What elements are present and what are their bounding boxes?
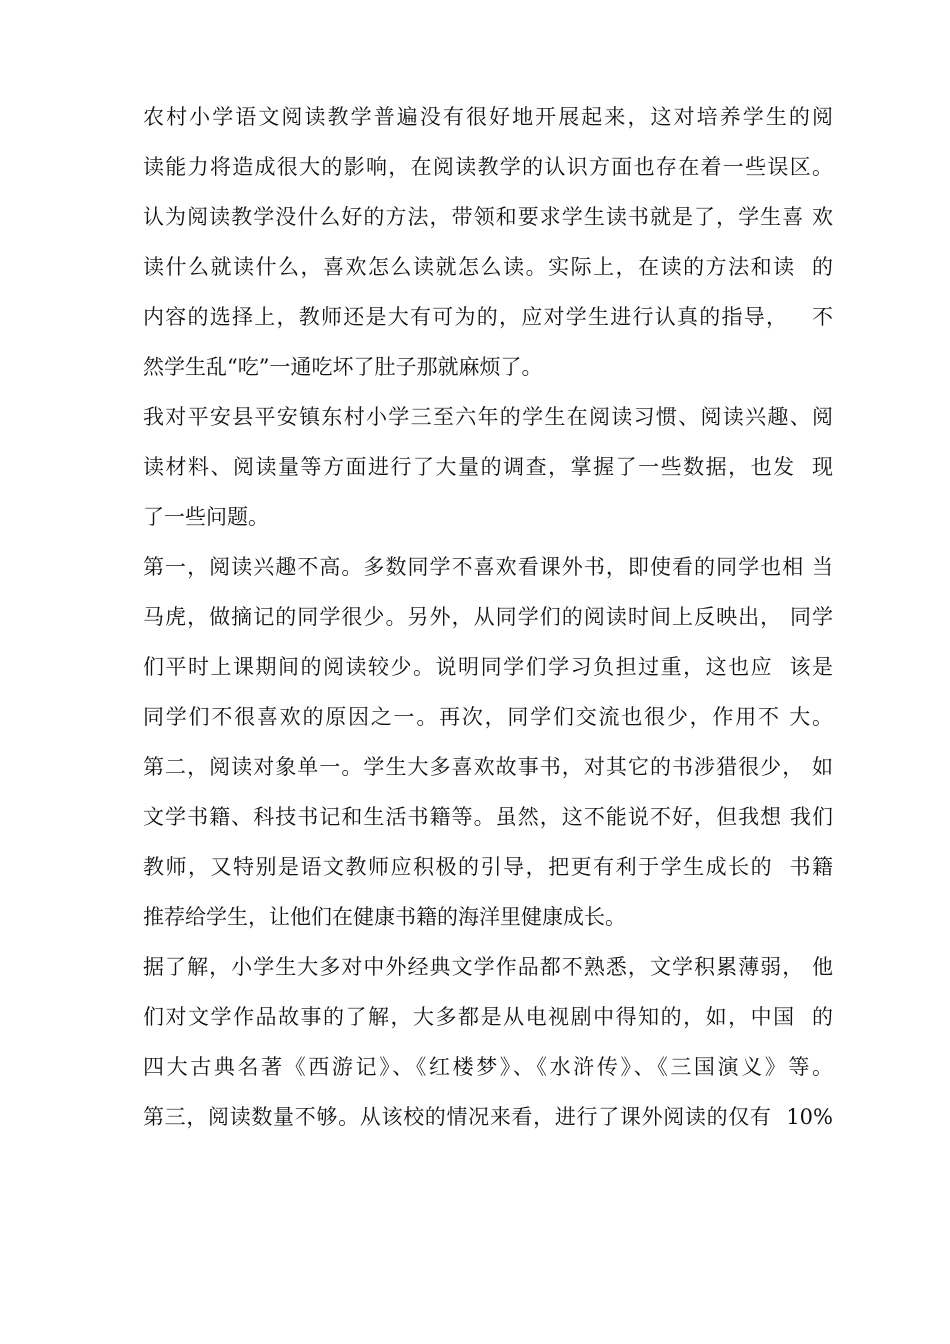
text-line: 我对平安县平安镇东村小学三至六年的学生在阅读习惯、阅读兴趣、阅 xyxy=(143,405,833,429)
text-line: 推荐给学生，让他们在健康书籍的海洋里健康成长。 xyxy=(143,905,626,929)
text-line: 读能力将造成很大的影响，在阅读教学的认识方面也存在着一些误区。 xyxy=(143,155,833,179)
text-line: 了一些问题。 xyxy=(143,505,269,529)
text-line: 然学生乱“吃”一通吃坏了肚子那就麻烦了。 xyxy=(143,355,543,379)
text-line: 据了解，小学生大多对中外经典文学作品都不熟悉，文学积累薄弱， 他 xyxy=(143,955,833,979)
text-line: 马虎，做摘记的同学很少。另外，从同学们的阅读时间上反映出， 同学 xyxy=(143,605,833,629)
text-line: 农村小学语文阅读教学普遍没有很好地开展起来，这对培养学生的阅 xyxy=(143,105,833,129)
text-line: 教师，又特别是语文教师应积极的引导，把更有利于学生成长的 书籍 xyxy=(143,855,833,879)
text-line: 第二，阅读对象单一。学生大多喜欢故事书，对其它的书涉猎很少， 如 xyxy=(143,755,833,779)
text-line: 文学书籍、科技书记和生活书籍等。虽然，这不能说不好，但我想 我们 xyxy=(143,805,833,829)
text-line: 内容的选择上，教师还是大有可为的，应对学生进行认真的指导， 不 xyxy=(143,305,833,329)
text-line: 第三，阅读数量不够。从该校的情况来看，进行了课外阅读的仅有 10% xyxy=(143,1105,833,1129)
text-line: 认为阅读教学没什么好的方法，带领和要求学生读书就是了，学生喜 欢 xyxy=(143,205,833,229)
text-line: 们平时上课期间的阅读较少。说明同学们学习负担过重，这也应 该是 xyxy=(143,655,833,679)
text-line: 们对文学作品故事的了解，大多都是从电视剧中得知的，如，中国 的 xyxy=(143,1005,833,1029)
text-line: 读材料、阅读量等方面进行了大量的调查，掌握了一些数据，也发 现 xyxy=(143,455,833,479)
text-line: 同学们不很喜欢的原因之一。再次，同学们交流也很少，作用不 大。 xyxy=(143,705,833,729)
text-line: 读什么就读什么，喜欢怎么读就怎么读。实际上，在读的方法和读 的 xyxy=(143,255,833,279)
text-line: 四大古典名著《西游记》、《红楼梦》、《水浒传》、《三国演义》等。 xyxy=(143,1055,833,1079)
text-line: 第一，阅读兴趣不高。多数同学不喜欢看课外书，即使看的同学也相 当 xyxy=(143,555,833,579)
body-text xyxy=(143,92,833,1142)
